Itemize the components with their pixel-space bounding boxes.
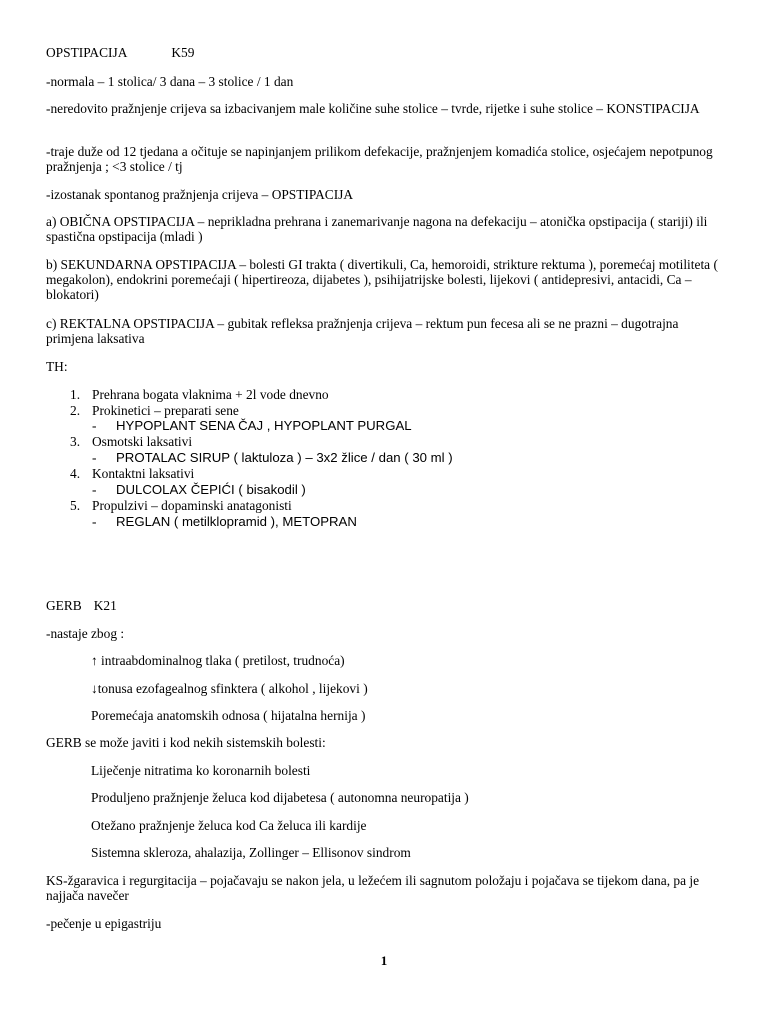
list-text: Prehrana bogata vlaknima + 2l vode dnevno (92, 387, 329, 402)
paragraph-duration: -traje duže od 12 tjedana a očituje se napinjanjem prilikom defekacije, pražnjenjem komadića stolice, osjećajem nepotpunog pražnjenja ; <3 stolice / tj (46, 144, 713, 174)
systemic-item: Liječenje nitratima ko koronarnih bolesti (91, 763, 311, 778)
systemic-intro: GERB se može javiti i kod nekih sistemskih bolesti: (46, 735, 326, 750)
paragraph-konstipacija: -neredovito pražnjenje crijeva sa izbacivanjem male količine suhe stolice – tvrde, rijetke i suhe stolice – KONSTIPACIJA (46, 101, 700, 116)
systemic-item: Sistemna skleroza, ahalazija, Zollinger – Ellisonov sindrom (91, 845, 411, 860)
dash-bullet: - (92, 418, 97, 433)
dash-bullet: - (92, 514, 97, 529)
section-heading-constipation (46, 45, 722, 60)
list-number: 5. (70, 498, 81, 513)
cause-item: ↑ intraabdominalnog tlaka ( pretilost, trudnoća) (91, 653, 345, 668)
dash-bullet: - (92, 482, 97, 497)
cause-item: Poremećaja anatomskih odnosa ( hijatalna hernija ) (91, 708, 366, 723)
paragraph-obicna: a) OBIČNA OPSTIPACIJA – neprikladna prehrana i zanemarivanje nagona na defekaciju – atonička opstipacija ( stariji) ili spastična opstipacija (mladi ) (46, 214, 708, 244)
sub-list-text: DULCOLAX ČEPIĆI ( bisakodil ) (116, 482, 306, 497)
list-text: Prokinetici – preparati sene (92, 403, 239, 418)
sub-list-text: PROTALAC SIRUP ( laktuloza ) – 3x2 žlice / dan ( 30 ml ) (116, 450, 453, 465)
gerd-code: K21 (93, 598, 117, 613)
systemic-item: Produljeno pražnjenje želuca kod dijabetesa ( autonomna neuropatija ) (91, 790, 469, 805)
paragraph-normal-frequency: -normala – 1 stolica/ 3 dana – 3 stolice / 1 dan (46, 74, 294, 89)
constipation-title: OPSTIPACIJA (46, 45, 128, 60)
sub-list-text: HYPOPLANT SENA ČAJ , HYPOPLANT PURGAL (116, 418, 412, 433)
list-text: Propulzivi – dopaminski anatagonisti (92, 498, 292, 513)
sub-list-text: REGLAN ( metilklopramid ), METOPRAN (116, 514, 357, 529)
dash-bullet: - (92, 450, 97, 465)
systemic-item: Otežano pražnjenje želuca kod Ca želuca ili kardije (91, 818, 367, 833)
page-number: 1 (380, 953, 388, 968)
constipation-code: K59 (171, 45, 195, 60)
section-heading-gerd (46, 598, 722, 613)
cause-item: ↓tonusa ezofagealnog sfinktera ( alkohol , lijekovi ) (91, 681, 368, 696)
list-number: 3. (70, 434, 81, 449)
paragraph-rektalna: c) REKTALNA OPSTIPACIJA – gubitak refleksa pražnjenja crijeva – rektum pun fecesa ali se ne prazni – dugotrajna primjena laksativa (46, 316, 679, 346)
therapy-label: TH: (46, 359, 68, 374)
paragraph-epigastric: -pečenje u epigastriju (46, 916, 162, 931)
list-number: 2. (70, 403, 81, 418)
list-number: 4. (70, 466, 81, 481)
list-text: Osmotski laksativi (92, 434, 193, 449)
list-number: 1. (70, 387, 81, 402)
paragraph-sekundarna: b) SEKUNDARNA OPSTIPACIJA – bolesti GI trakta ( divertikuli, Ca, hemoroidi, strikture rektuma ), poremećaj motiliteta ( megakolon), endokrini poremećaji ( hipertireoza, dijabetes ), psihijatrijske bolesti, lijekovi ( antidepresivi, antacidi, Ca – blokatori) (46, 257, 718, 302)
list-text: Kontaktni laksativi (92, 466, 195, 481)
paragraph-opstipacija: -izostanak spontanog pražnjenja crijeva – OPSTIPACIJA (46, 187, 354, 202)
paragraph-symptoms: KS-žgaravica i regurgitacija – pojačavaju se nakon jela, u ležećem ili sagnutom položaju i pojačava se tijekom dana, pa je najjača navečer (46, 873, 700, 903)
gerd-intro: -nastaje zbog : (46, 626, 125, 641)
gerd-title: GERB (46, 598, 82, 613)
